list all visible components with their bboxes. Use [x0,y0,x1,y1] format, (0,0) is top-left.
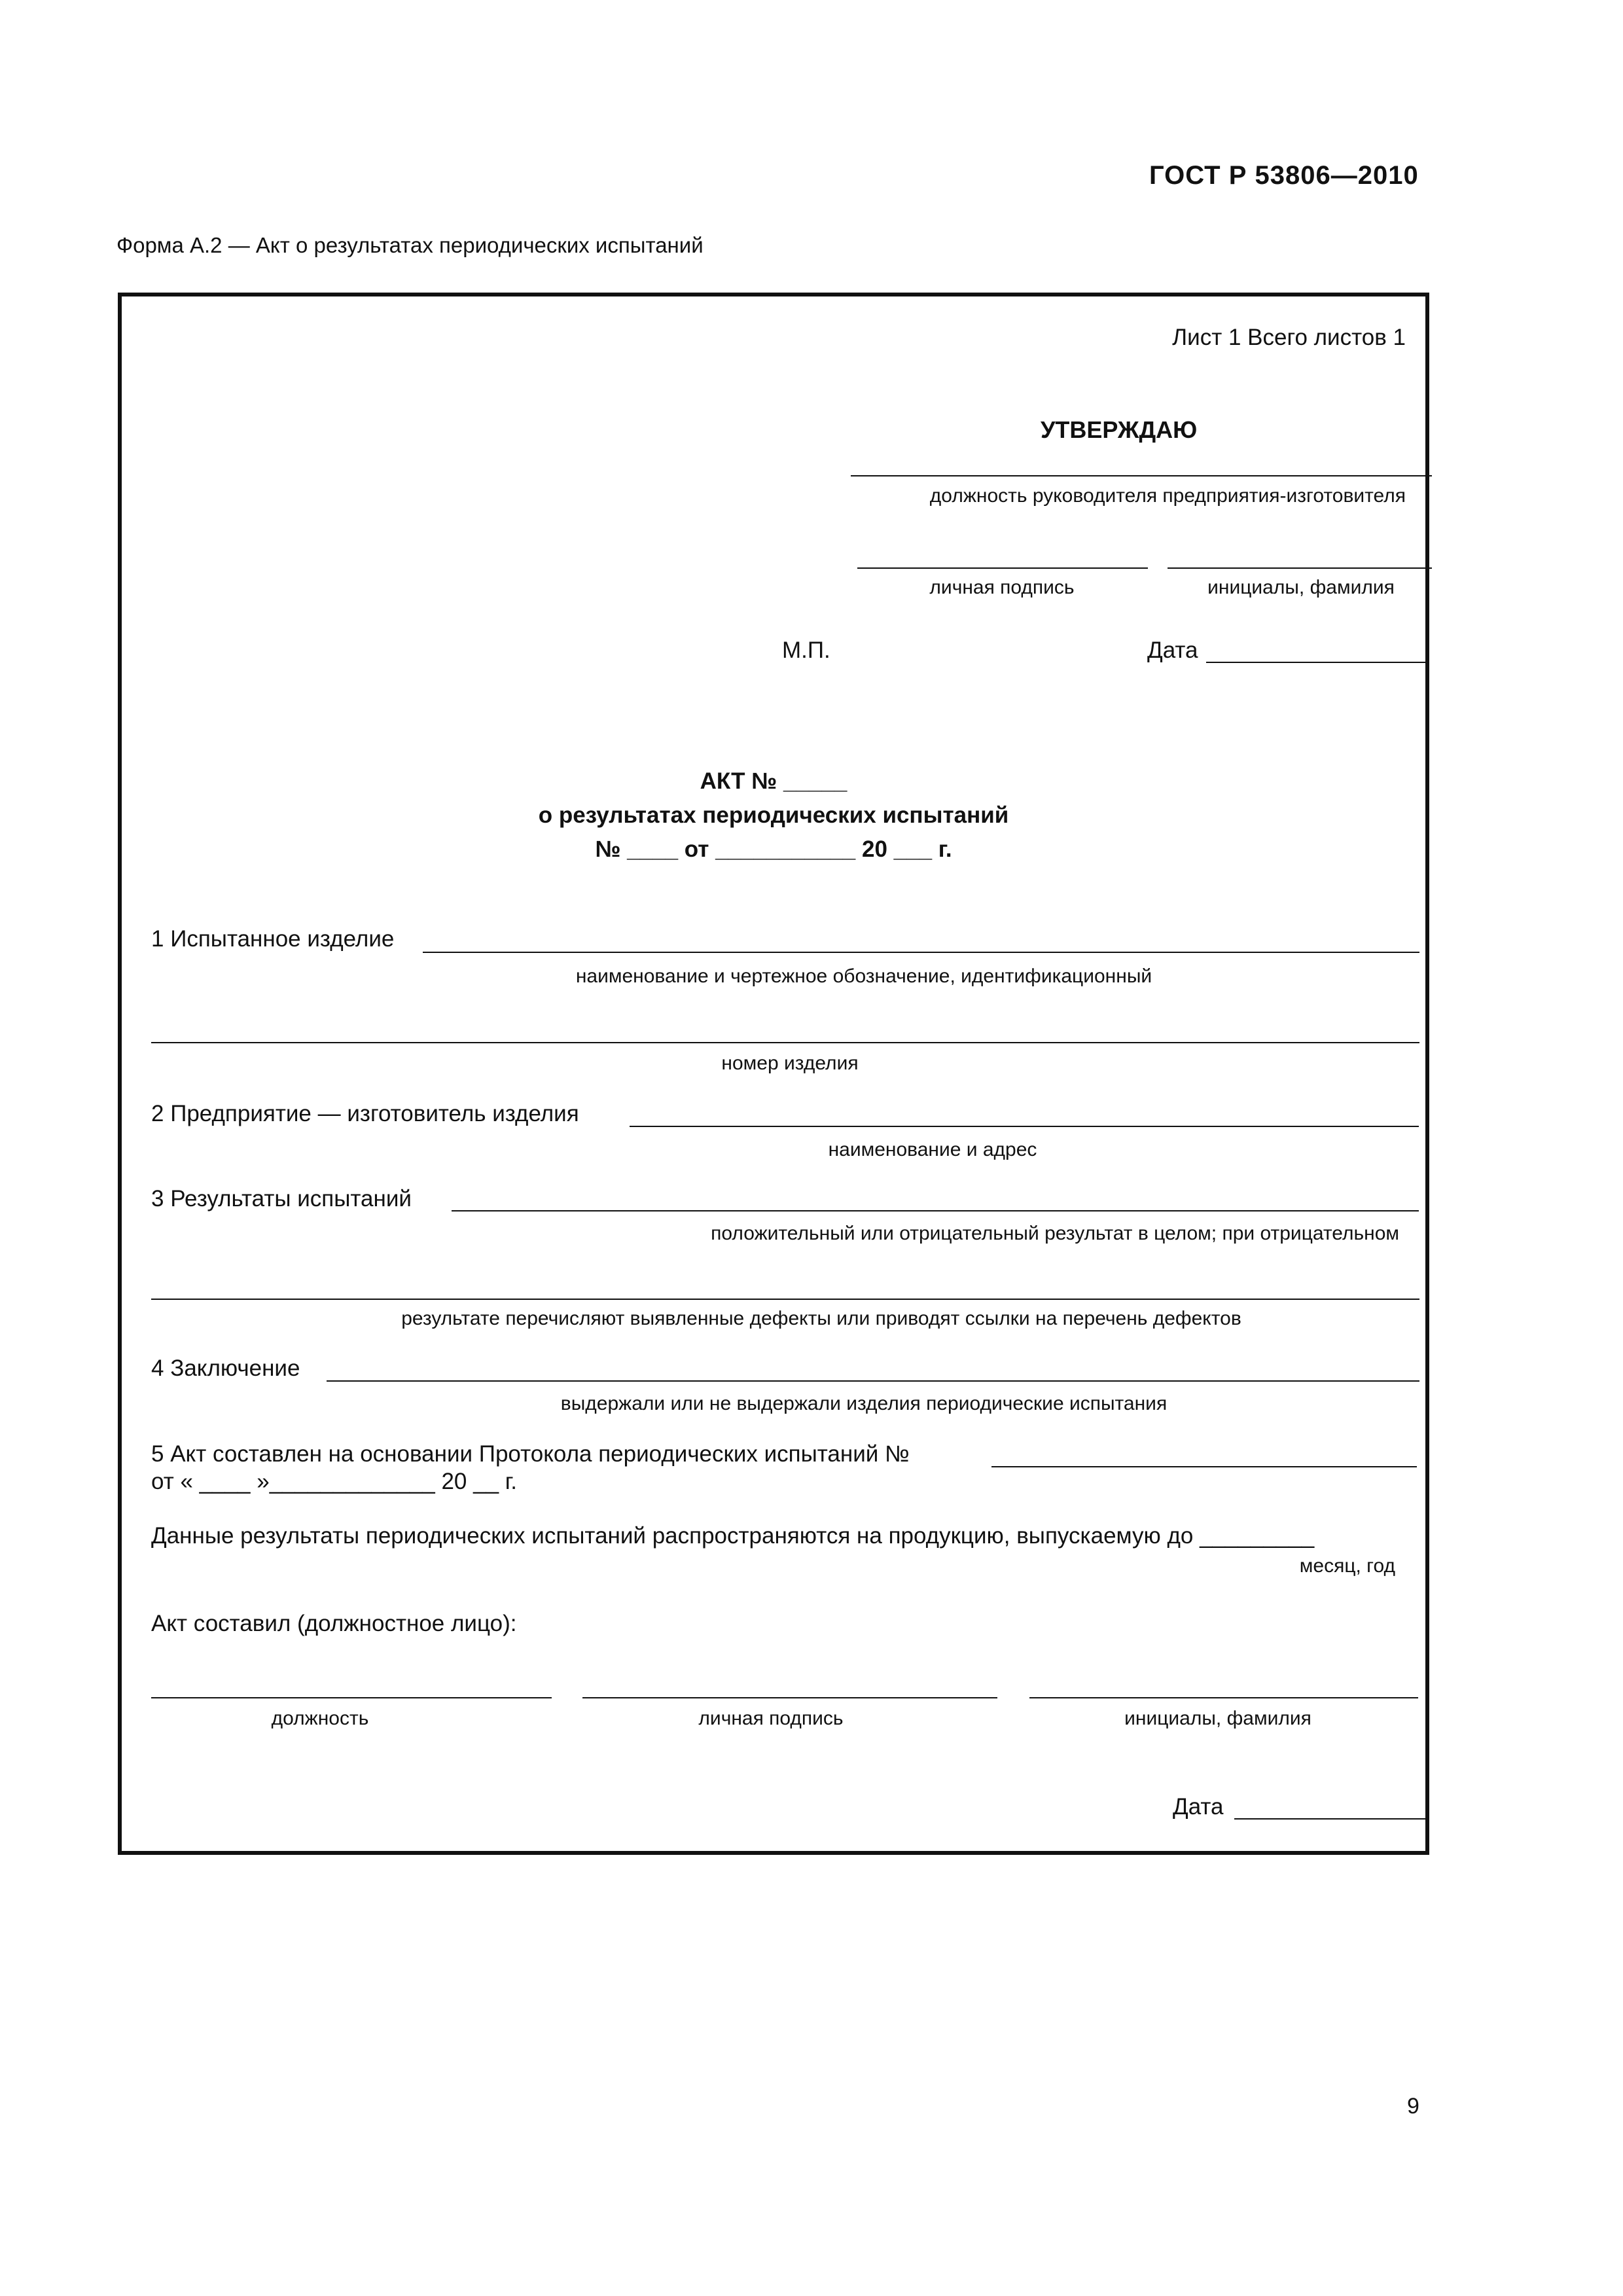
item3-caption2: результате перечисляют выявленные дефекты или приводят ссылки на перечень дефектов [401,1308,1241,1329]
approve-date-label: Дата [1147,637,1198,663]
item2-line[interactable] [630,1126,1419,1127]
item2-label: 2 Предприятие — изготовитель изделия [151,1101,579,1126]
item3-caption: положительный или отрицательный результат в целом; при отрицательном [711,1223,1399,1244]
compiled-date-line[interactable] [1234,1818,1429,1820]
stamp-label: М.П. [782,637,830,663]
item1-caption2: номер изделия [721,1052,859,1074]
sheet-info: Лист 1 Всего листов 1 [1172,325,1406,350]
item4-line[interactable] [327,1380,1419,1382]
name-line[interactable] [1168,567,1432,569]
document-code: ГОСТ Р 53806—2010 [1149,161,1419,190]
approve-title: УТВЕРЖДАЮ [1041,416,1198,443]
compiled-signature-line[interactable] [582,1697,997,1698]
item3-label: 3 Результаты испытаний [151,1186,412,1211]
page-number: 9 [1407,2094,1419,2119]
compiled-position-line[interactable] [151,1697,552,1698]
compiled-label: Акт составил (должностное лицо): [151,1611,517,1636]
item5-label: 5 Акт составлен на основании Протокола периодических испытаний № [151,1441,910,1467]
compiled-name-caption: инициалы, фамилия [1124,1708,1311,1729]
act-date-line: № ____ от ___________ 20 ___ г. [595,836,952,862]
protocol-number-line[interactable] [991,1466,1417,1467]
signature-line[interactable] [857,567,1148,569]
form-title: Форма А.2 — Акт о результатах периодических испытаний [116,233,704,257]
item4-label: 4 Заключение [151,1355,300,1381]
validity-caption: месяц, год [1299,1555,1395,1577]
compiled-position-caption: должность [271,1708,369,1729]
approve-date-line[interactable] [1206,662,1429,663]
item2-caption: наименование и адрес [828,1139,1037,1160]
act-form-frame [118,293,1429,1855]
validity-text: Данные результаты периодических испытаний распространяются на продукцию, выпускаемую до _________ [151,1523,1315,1549]
item1-caption: наименование и чертежное обозначение, идентификационный [575,965,1152,987]
act-number-line: АКТ № _____ [700,768,847,794]
item3-line2[interactable] [151,1299,1419,1300]
compiled-name-line[interactable] [1029,1697,1418,1698]
compiled-date-label: Дата [1173,1794,1224,1820]
item1-line2[interactable] [151,1042,1419,1043]
item1-line[interactable] [423,952,1419,953]
position-caption: должность руководителя предприятия-изготовителя [929,485,1406,507]
position-line[interactable] [851,475,1432,476]
item3-line[interactable] [452,1210,1419,1211]
item5-date-line: от « ____ »_____________ 20 __ г. [151,1469,517,1494]
item1-label: 1 Испытанное изделие [151,926,395,952]
signature-caption: личная подпись [929,577,1075,598]
act-subject: о результатах периодических испытаний [538,802,1009,828]
item4-caption: выдержали или не выдержали изделия периодические испытания [560,1393,1168,1414]
compiled-signature-caption: личная подпись [698,1708,844,1729]
name-caption: инициалы, фамилия [1207,577,1395,598]
